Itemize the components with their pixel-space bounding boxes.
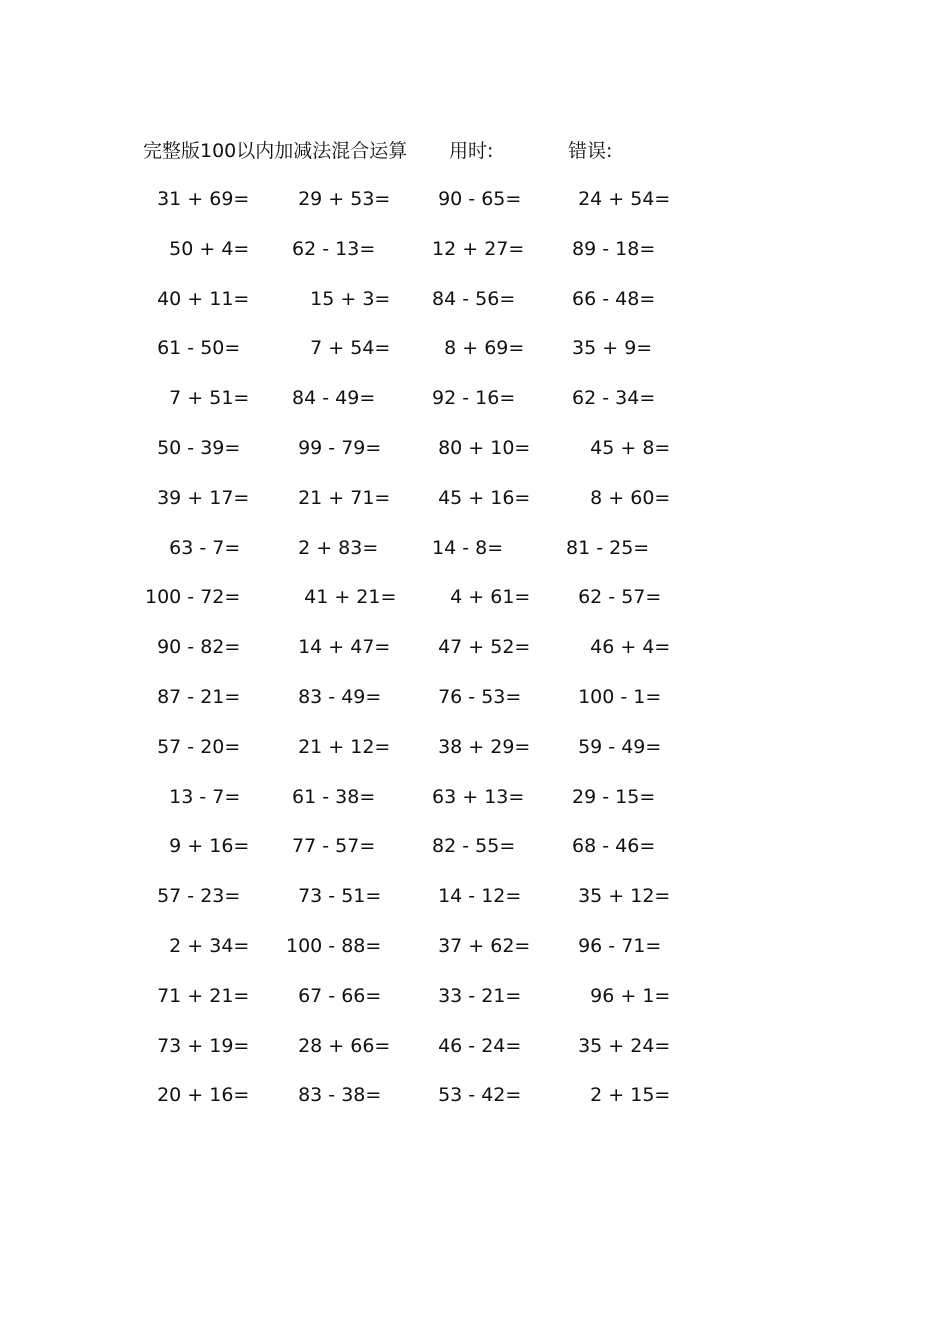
math-problem: 67 - 66= bbox=[286, 984, 382, 1007]
math-problem: 80 + 10= bbox=[426, 436, 531, 459]
problem-grid bbox=[0, 184, 950, 1130]
math-problem: 45 + 8= bbox=[566, 436, 671, 459]
math-problem: 14 - 8= bbox=[426, 536, 504, 559]
math-problem: 13 - 7= bbox=[145, 785, 241, 808]
problem-row bbox=[0, 184, 950, 234]
problem-row bbox=[0, 881, 950, 931]
math-problem: 20 + 16= bbox=[145, 1084, 250, 1107]
math-problem: 66 - 48= bbox=[566, 287, 656, 310]
math-problem: 35 + 9= bbox=[566, 337, 653, 360]
math-problem: 61 - 38= bbox=[286, 785, 376, 808]
math-problem: 35 + 24= bbox=[566, 1034, 671, 1057]
problem-row bbox=[0, 284, 950, 334]
math-problem: 24 + 54= bbox=[566, 188, 671, 210]
math-problem: 84 - 56= bbox=[426, 287, 516, 310]
time-used-label: 用时: bbox=[449, 140, 494, 162]
math-problem: 59 - 49= bbox=[566, 735, 662, 758]
problem-row bbox=[0, 782, 950, 832]
math-problem: 14 + 47= bbox=[286, 636, 391, 659]
math-problem: 39 + 17= bbox=[145, 486, 250, 509]
math-problem: 68 - 46= bbox=[566, 835, 656, 858]
math-problem: 90 - 82= bbox=[145, 636, 241, 659]
errors-label: 错误: bbox=[568, 140, 613, 162]
math-problem: 77 - 57= bbox=[286, 835, 376, 858]
math-problem: 47 + 52= bbox=[426, 636, 531, 659]
math-problem: 96 - 71= bbox=[566, 934, 662, 957]
problem-row bbox=[0, 333, 950, 383]
math-problem: 90 - 65= bbox=[426, 188, 522, 210]
math-problem: 53 - 42= bbox=[426, 1084, 522, 1107]
problem-row bbox=[0, 483, 950, 533]
math-problem: 62 - 13= bbox=[286, 237, 376, 260]
math-problem: 31 + 69= bbox=[145, 188, 250, 210]
math-problem: 4 + 61= bbox=[426, 586, 531, 609]
math-problem: 21 + 12= bbox=[286, 735, 391, 758]
problem-row bbox=[0, 981, 950, 1031]
math-problem: 100 - 1= bbox=[566, 685, 662, 708]
math-problem: 76 - 53= bbox=[426, 685, 522, 708]
math-problem: 81 - 25= bbox=[566, 536, 650, 559]
math-problem: 33 - 21= bbox=[426, 984, 522, 1007]
math-problem: 83 - 49= bbox=[286, 685, 382, 708]
math-problem: 89 - 18= bbox=[566, 237, 656, 260]
math-problem: 84 - 49= bbox=[286, 387, 376, 410]
math-problem: 50 + 4= bbox=[145, 237, 250, 260]
problem-row bbox=[0, 732, 950, 782]
problem-row bbox=[0, 1080, 950, 1130]
problem-row bbox=[0, 682, 950, 732]
worksheet-title: 完整版100以内加减法混合运算 bbox=[143, 140, 408, 162]
math-problem: 2 + 15= bbox=[566, 1084, 671, 1107]
problem-row bbox=[0, 831, 950, 881]
math-problem: 28 + 66= bbox=[286, 1034, 391, 1057]
math-problem: 8 + 69= bbox=[426, 337, 525, 360]
math-problem: 7 + 54= bbox=[286, 337, 391, 360]
math-problem: 40 + 11= bbox=[145, 287, 250, 310]
math-problem: 100 - 88= bbox=[286, 934, 382, 957]
math-problem: 9 + 16= bbox=[145, 835, 250, 858]
math-problem: 63 - 7= bbox=[145, 536, 241, 559]
worksheet-header bbox=[0, 136, 950, 166]
math-problem: 29 + 53= bbox=[286, 188, 391, 210]
math-problem: 96 + 1= bbox=[566, 984, 671, 1007]
math-problem: 12 + 27= bbox=[426, 237, 525, 260]
math-problem: 46 - 24= bbox=[426, 1034, 522, 1057]
math-problem: 62 - 57= bbox=[566, 586, 662, 609]
problem-row bbox=[0, 1031, 950, 1081]
math-problem: 45 + 16= bbox=[426, 486, 531, 509]
math-problem: 38 + 29= bbox=[426, 735, 531, 758]
math-problem: 8 + 60= bbox=[566, 486, 671, 509]
math-problem: 61 - 50= bbox=[145, 337, 241, 360]
problem-row bbox=[0, 582, 950, 632]
math-problem: 7 + 51= bbox=[145, 387, 250, 410]
math-problem: 50 - 39= bbox=[145, 436, 241, 459]
math-problem: 15 + 3= bbox=[286, 287, 391, 310]
problem-row bbox=[0, 931, 950, 981]
math-problem: 37 + 62= bbox=[426, 934, 531, 957]
math-problem: 71 + 21= bbox=[145, 984, 250, 1007]
math-problem: 73 - 51= bbox=[286, 885, 382, 908]
math-problem: 2 + 83= bbox=[286, 536, 379, 559]
math-problem: 83 - 38= bbox=[286, 1084, 382, 1107]
math-problem: 57 - 23= bbox=[145, 885, 241, 908]
problem-row bbox=[0, 632, 950, 682]
math-problem: 99 - 79= bbox=[286, 436, 382, 459]
math-problem: 41 + 21= bbox=[286, 586, 397, 609]
math-problem: 46 + 4= bbox=[566, 636, 671, 659]
math-problem: 87 - 21= bbox=[145, 685, 241, 708]
math-problem: 63 + 13= bbox=[426, 785, 525, 808]
problem-row bbox=[0, 433, 950, 483]
math-problem: 35 + 12= bbox=[566, 885, 671, 908]
problem-row bbox=[0, 234, 950, 284]
math-problem: 14 - 12= bbox=[426, 885, 522, 908]
math-problem: 100 - 72= bbox=[145, 586, 241, 609]
math-problem: 2 + 34= bbox=[145, 934, 250, 957]
math-problem: 21 + 71= bbox=[286, 486, 391, 509]
math-problem: 29 - 15= bbox=[566, 785, 656, 808]
math-problem: 62 - 34= bbox=[566, 387, 656, 410]
math-problem: 57 - 20= bbox=[145, 735, 241, 758]
problem-row bbox=[0, 533, 950, 583]
math-problem: 92 - 16= bbox=[426, 387, 516, 410]
math-problem: 82 - 55= bbox=[426, 835, 516, 858]
math-problem: 73 + 19= bbox=[145, 1034, 250, 1057]
problem-row bbox=[0, 383, 950, 433]
